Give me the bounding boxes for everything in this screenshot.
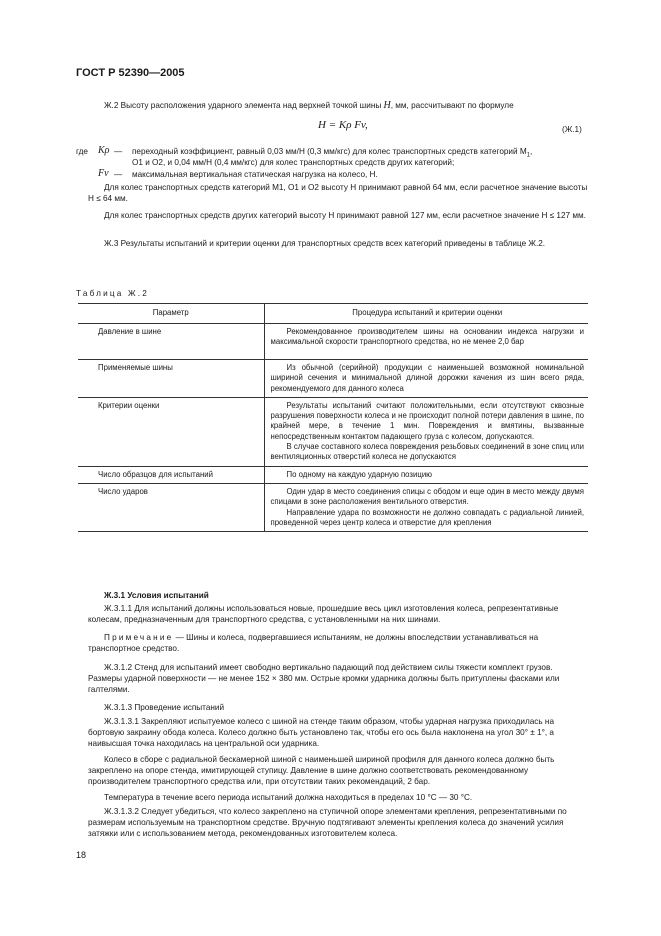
paragraph-zh3313: Ж.3.1.3 Проведение испытаний [104,703,225,712]
table-header-param: Параметр [78,304,264,324]
zh2-text-b: , мм, рассчитывают по формуле [390,101,514,110]
table-header-procedure: Процедура испытаний и критерии оценки [264,304,588,324]
f-symbol: Fv [98,168,109,179]
paragraph-zh3311: Ж.3.1.1 Для испытаний должны использоваться новые, прошедшие весь цикл изготовления колеса, репрезентативные колесам, предназначенным для транспортного средства, с установленными на них шинами. [88,604,559,624]
row-text: Результаты испытаний считают положительными, если отсутствуют сквозные разрушения поверхности колеса и не происходит полной потери давления в шине, по крайней мере, в течение 1 мин. Повреждения и вмятины, вызванные непосредственным контактом падающего груза с колесом, допускаются. [270,400,584,441]
row-text: Из обычной (серийной) продукции с наименьшей возможной номинальной шириной сечения и минимальной длиной дорожки качения из шин всего ряда, рекомендуемого для данного колеса [270,363,584,393]
row-text-2: Направление удара по возможности не должно совпадать с радиальной линией, проведенной через центр колеса и отверстие для крепления [270,507,584,527]
table-row [78,360,588,398]
table-header-row [78,304,588,324]
zh2-text-a: Ж.2 Высоту расположения ударного элемента над верхней точкой шины [104,101,384,110]
results-table [78,303,588,532]
row-param: Давление в шине [78,324,264,360]
formula-number: (Ж.1) [562,125,582,134]
page-header-title: ГОСТ Р 52390—2005 [76,67,185,79]
k-symbol: Kρ [98,145,110,156]
table-row [78,483,588,531]
row-param: Число ударов [78,483,264,531]
row-text: Рекомендованное производителем шины на основании индекса нагрузки и максимальной скорости транспортного средства, но не менее 2,0 бар [270,327,584,347]
page-number: 18 [76,850,87,860]
table-row [78,324,588,360]
paragraph-other: Для колес транспортных средств других категорий высоту H принимают равной 127 мм, если расчетное значение H ≤ 127 мм. [104,211,586,220]
k-definition-text: переходный коэффициент, равный 0,03 мм/Н (0,3 мм/кгс) для колес транспортных средств категорий $M_1$, [132,147,533,159]
dash: — [114,170,123,179]
table-caption: Таблица Ж.2 [76,289,149,298]
note [88,632,588,654]
table-row [78,466,588,483]
where-f-definition [76,169,588,181]
section-title-zh331: Ж.3.1 Условия испытаний [104,591,209,600]
row-param: Число образцов для испытаний [78,466,264,483]
k-line1: переходный коэффициент, равный 0,03 мм/Н (0,3 мм/кгс) для колес транспортных средств категорий M [132,147,527,156]
row-param: Применяемые шины [78,360,264,398]
paragraph-zh2 [88,100,588,111]
paragraph-zh33131: Ж.3.1.3.1 Закрепляют испытуемое колесо с шиной на стенде таким образом, чтобы ударная нагрузка приходилась на бортовую закраину обода колеса. Колесо должно быть установлено так, чтобы его ось была наклонена на угол 30° ± 1°, а наивысшая точка находилась на центральной оси ударника. [88,717,554,748]
paragraph-zh33132: Ж.3.1.3.2 Следует убедиться, что колесо закреплено на ступичной опоре элементами крепления, репрезентативными по размерам используемым на транспортном средстве. Вручную подтягивают элементы крепления колеса до значений усилия затяжки или с использованием метода, рекомендованных изготовителем колеса. [88,807,567,838]
paragraph-zh3312: Ж.3.1.2 Стенд для испытаний имеет свободно вертикально падающий под действием силы тяжести комплект грузов. Размеры ударной поверхности — не менее 152 × 380 мм. Острые кромки ударника должны быть притуплены фасками или галтелями. [88,663,560,694]
formula-expression: H = Kρ Fv, [318,119,368,131]
paragraph-zh3: Ж.3 Результаты испытаний и критерии оценки для транспортных средств всех категорий приведены в таблице Ж.2. [104,239,546,248]
row-text: По одному на каждую ударную позицию [286,469,433,479]
zh2-var: H [383,100,391,111]
where-label: где [76,147,88,156]
k-line1-sub: 1 [526,152,531,159]
where-k-definition [76,146,588,170]
row-param: Критерии оценки [78,397,264,466]
paragraph-m1: Для колес транспортных средств категорий M1, O1 и O2 высоту H принимают равной 64 мм, если расчетное значение высоты H ≤ 64 мм. [88,183,588,203]
paragraph-temperature: Температура в течение всего периода испытаний должна находиться в пределах 10 °С — 30 °С. [104,793,473,802]
dash: — [114,147,123,156]
row-text-2: В случае составного колеса повреждения резьбовых соединений в зоне спиц или вентиляционных отверстий колеса не допускаются [270,442,584,462]
note-label: Примечание [104,633,174,642]
f-definition-text: максимальная вертикальная статическая нагрузка на колесо, Н. [132,170,378,179]
note-text: — Шины и колеса, подвергавшиеся испытаниям, не должны впоследствии устанавливаться на транспортное средство. [88,633,539,653]
row-text: Один удар в место соединения спицы с ободом и еще один в место между двумя спицами в зоне расположения вентильного отверстия. [270,486,584,507]
k-line2: O1 и O2, и 0,04 мм/Н (0,4 мм/кгс) для колес транспортных средств других категорий; [132,158,455,167]
table-row [78,397,588,466]
paragraph-wheel-assembly: Колесо в сборе с радиальной бескамерной шиной с наименьшей шириной профиля для данного колеса должно быть закреплено на опоре стенда, имитирующей ступицу. Давление в шине должно соответствовать рекомендованному производителем транспортного средства или, при отсутствии таких рекомендаций, 2 бар. [88,755,555,786]
